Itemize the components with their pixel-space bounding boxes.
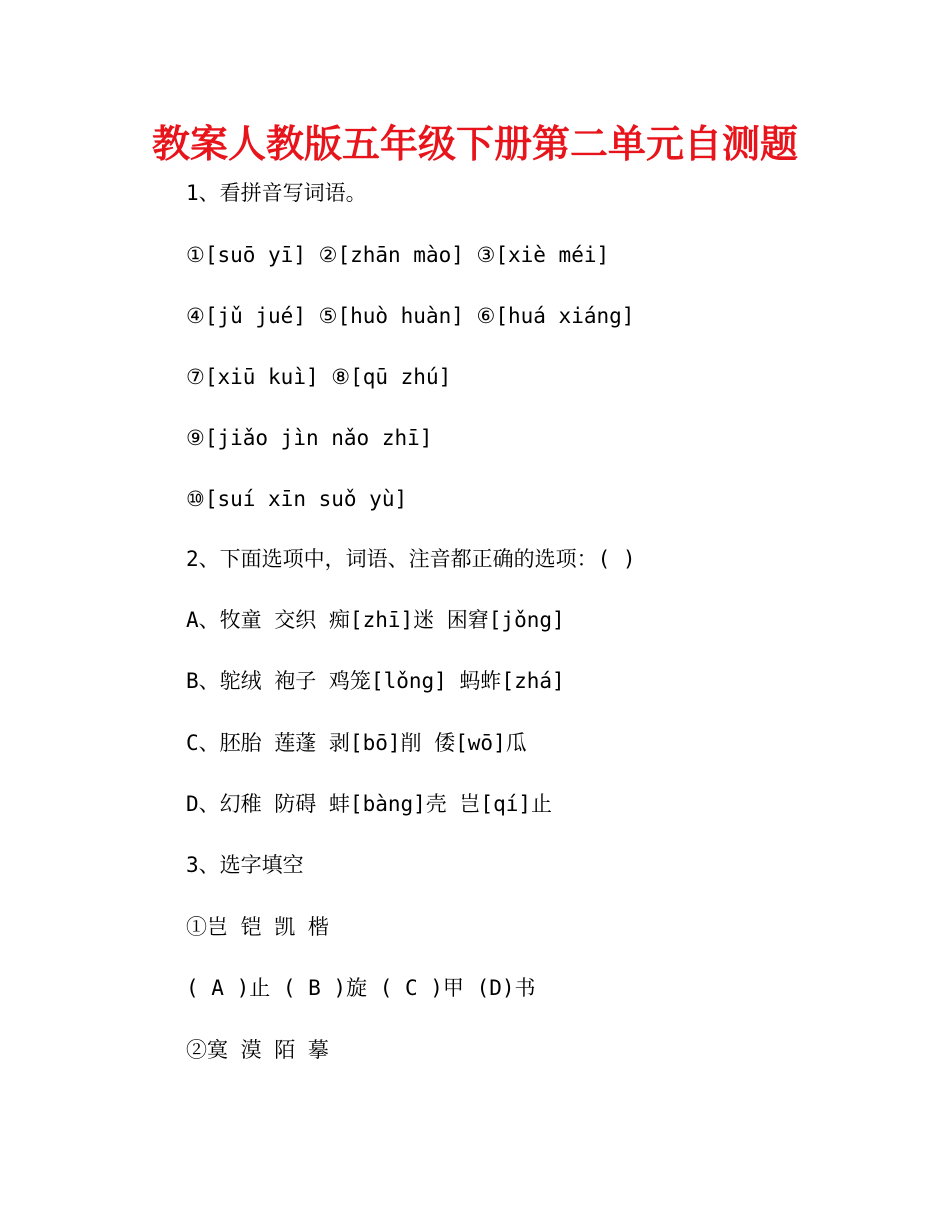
option-c: C、胚胎 莲蓬 剥[bō]削 倭[wō]瓜	[186, 731, 527, 755]
char-group-2: ②寞 漠 陌 摹	[186, 1038, 329, 1062]
fill-row-1: ( A )止 ( B )旋 ( C )甲 (D)书	[186, 976, 536, 1000]
pinyin-row-4: ⑨[jiǎo jìn nǎo zhī]	[186, 426, 433, 450]
pinyin-row-3: ⑦[xiū kuì] ⑧[qū zhú]	[186, 365, 452, 389]
pinyin-row-2: ④[jǔ jué] ⑤[huò huàn] ⑥[huá xiáng]	[186, 304, 635, 328]
question-1-heading: 1、看拼音写词语。	[186, 181, 367, 205]
option-a: A、牧童 交织 痴[zhī]迷 困窘[jǒng]	[186, 608, 565, 632]
option-d: D、幻稚 防碍 蚌[bàng]壳 岂[qí]止	[186, 792, 553, 816]
question-2-heading: 2、下面选项中，词语、注音都正确的选项：( )	[186, 547, 636, 571]
pinyin-row-1: ①[suō yī] ②[zhān mào] ③[xiè méi]	[186, 243, 610, 267]
question-3-heading: 3、选字填空	[186, 853, 304, 877]
document-title: 教案人教版五年级下册第二单元自测题	[151, 122, 798, 166]
char-group-1: ①岂 铠 凯 楷	[186, 915, 329, 939]
option-b: B、鸵绒 袍子 鸡笼[lǒng] 蚂蚱[zhá]	[186, 669, 565, 693]
pinyin-row-5: ⑩[suí xīn suǒ yù]	[186, 487, 408, 511]
